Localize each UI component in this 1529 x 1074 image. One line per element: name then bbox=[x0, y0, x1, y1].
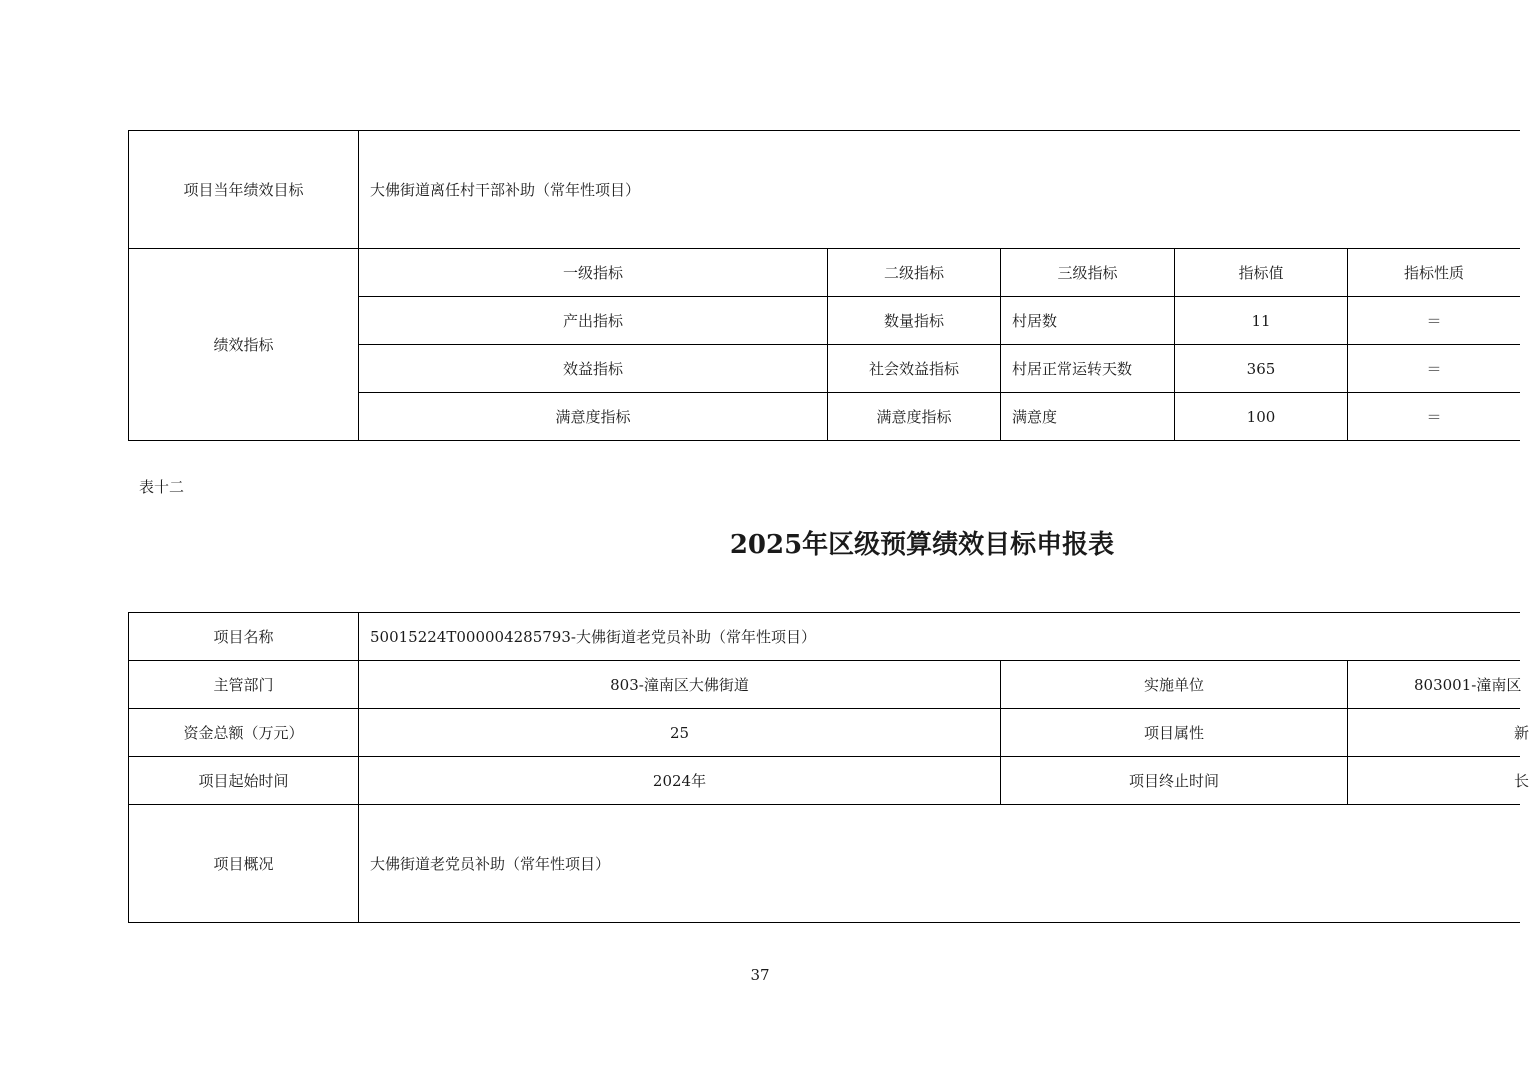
implementing-unit-label: 实施单位 bbox=[1143, 676, 1204, 694]
table-cell: 社会效益指标 bbox=[868, 360, 959, 378]
table-cell: 满意度 bbox=[1012, 408, 1058, 426]
table-cell: 满意度指标 bbox=[555, 408, 631, 426]
department-value: 803-潼南区大佛街道 bbox=[610, 676, 749, 694]
table-cell: 产出指标 bbox=[562, 312, 623, 330]
header-value: 指标值 bbox=[1238, 264, 1284, 282]
header-nature: 指标性质 bbox=[1403, 264, 1464, 282]
goal-text: 大佛街道离任村干部补助（常年性项目） bbox=[370, 181, 641, 199]
project-name-label: 项目名称 bbox=[213, 628, 274, 646]
start-time-label: 项目起始时间 bbox=[198, 772, 289, 790]
table-rule bbox=[128, 440, 1520, 441]
goal-label: 项目当年绩效目标 bbox=[183, 181, 304, 199]
project-name-value: 50015224T000004285793-大佛街道老党员补助（常年性项目） bbox=[370, 628, 816, 646]
table-cell: 满意度指标 bbox=[876, 408, 952, 426]
end-time-value: 长 bbox=[1514, 772, 1529, 790]
table-cell: 村居数 bbox=[1012, 312, 1058, 330]
table-cell: 11 bbox=[1251, 311, 1271, 330]
implementing-unit-value: 803001-潼南区 bbox=[1414, 676, 1522, 694]
table-cell: ＝ bbox=[1426, 312, 1442, 330]
table-cell: 数量指标 bbox=[883, 312, 944, 330]
end-time-label: 项目终止时间 bbox=[1128, 772, 1219, 790]
project-attribute-value: 新 bbox=[1514, 724, 1529, 742]
header-level1: 一级指标 bbox=[562, 264, 623, 282]
start-time-value: 2024年 bbox=[652, 772, 707, 790]
table-rule bbox=[128, 922, 1520, 923]
table-cell: 365 bbox=[1246, 359, 1276, 378]
total-funds-label: 资金总额（万元） bbox=[183, 724, 304, 742]
project-attribute-label: 项目属性 bbox=[1143, 724, 1204, 742]
table-caption: 表十二 bbox=[139, 478, 185, 496]
table-cell: 村居正常运转天数 bbox=[1012, 360, 1133, 378]
department-label: 主管部门 bbox=[213, 676, 274, 694]
table-cell: 100 bbox=[1246, 407, 1276, 426]
indicators-label: 绩效指标 bbox=[213, 336, 274, 354]
overview-value: 大佛街道老党员补助（常年性项目） bbox=[370, 855, 611, 873]
header-level2: 二级指标 bbox=[883, 264, 944, 282]
table-cell: ＝ bbox=[1426, 408, 1442, 426]
table-cell: ＝ bbox=[1426, 360, 1442, 378]
page-title: 2025年区级预算绩效目标申报表 bbox=[729, 530, 1115, 560]
header-level3: 三级指标 bbox=[1057, 264, 1118, 282]
table-cell: 效益指标 bbox=[562, 360, 623, 378]
page-number: 37 bbox=[750, 966, 770, 984]
total-funds-value: 25 bbox=[669, 723, 690, 742]
overview-label: 项目概况 bbox=[213, 855, 274, 873]
